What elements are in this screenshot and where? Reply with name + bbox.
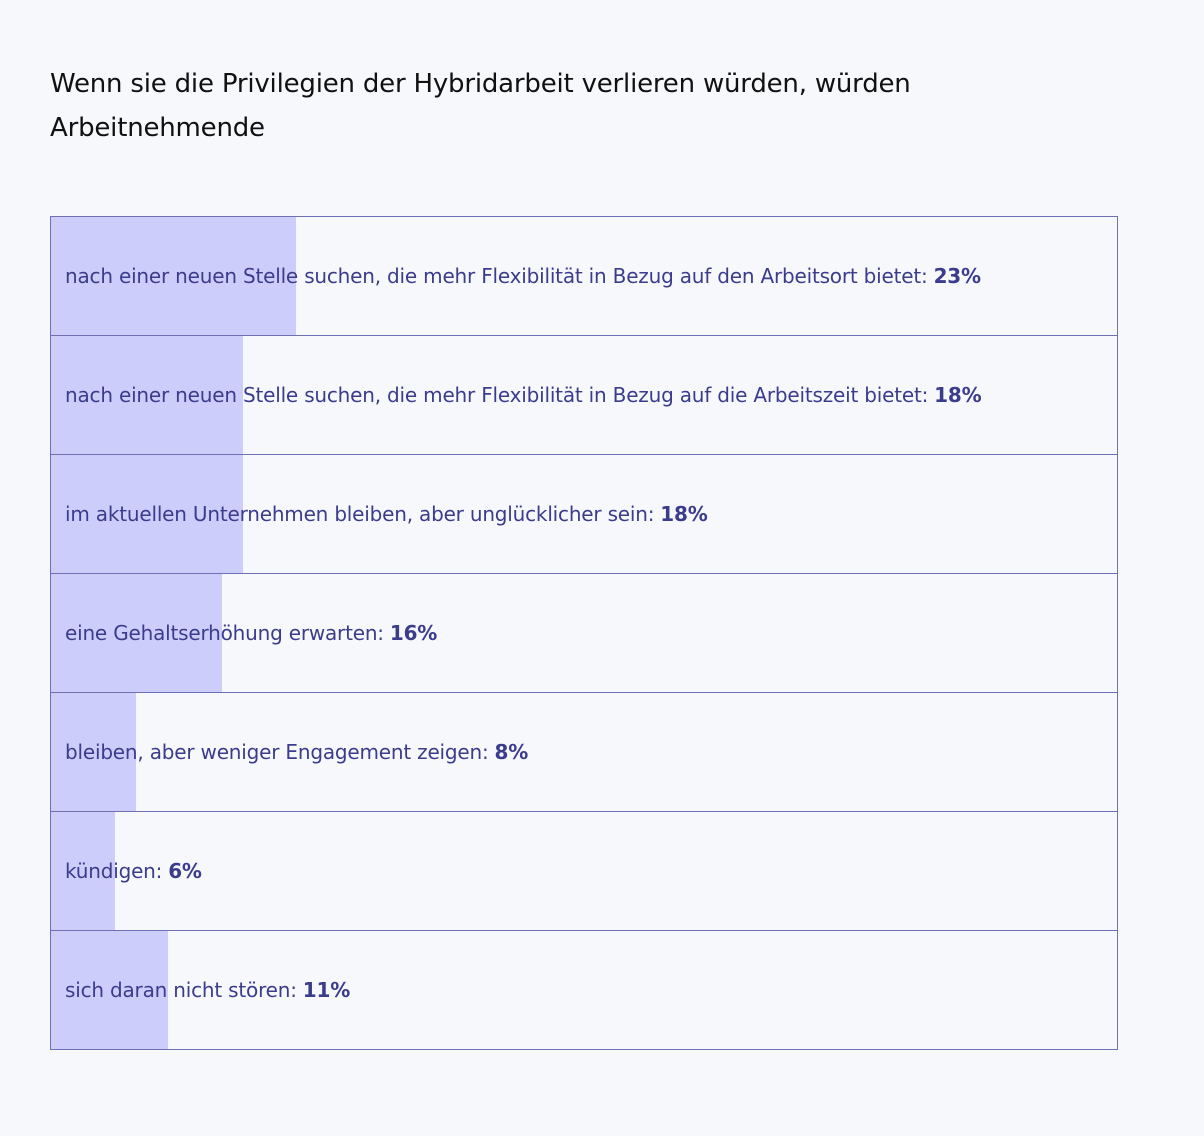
category-label: kündigen:	[65, 859, 163, 883]
bar-row	[50, 812, 1118, 931]
category-label: nach einer neuen Stelle suchen, die mehr Flexibilität in Bezug auf den Arbeitsort bietet:	[65, 264, 928, 288]
bar-chart	[50, 216, 1118, 1050]
value-label: 8%	[494, 740, 529, 764]
bar-label	[65, 455, 708, 573]
bar-label	[65, 336, 981, 454]
category-label: nach einer neuen Stelle suchen, die mehr Flexibilität in Bezug auf die Arbeitszeit bietet:	[65, 383, 929, 407]
bar-label	[65, 574, 437, 692]
value-label: 23%	[933, 264, 981, 288]
bar-row	[50, 455, 1118, 574]
value-label: 16%	[389, 621, 438, 645]
category-label: sich daran nicht stören:	[65, 978, 297, 1002]
value-label: 6%	[168, 859, 202, 883]
category-label: bleiben, aber weniger Engagement zeigen:	[65, 740, 489, 764]
bar-row	[50, 336, 1118, 455]
bar-row	[50, 217, 1118, 336]
value-label: 11%	[302, 978, 351, 1002]
bar-label	[65, 931, 350, 1049]
category-label: eine Gehaltserhöhung erwarten:	[65, 621, 384, 645]
bar-label	[65, 812, 202, 930]
bar-label	[65, 217, 981, 335]
bar-row	[50, 931, 1118, 1050]
bar-row	[50, 693, 1118, 812]
bar-label	[65, 693, 528, 811]
chart-title: Wenn sie die Privilegien der Hybridarbeit verlieren würden, würden Arbeitnehmende	[50, 69, 911, 143]
bar-row	[50, 574, 1118, 693]
category-label: im aktuellen Unternehmen bleiben, aber unglücklicher sein:	[65, 502, 655, 526]
value-label: 18%	[934, 383, 982, 407]
value-label: 18%	[660, 502, 708, 526]
